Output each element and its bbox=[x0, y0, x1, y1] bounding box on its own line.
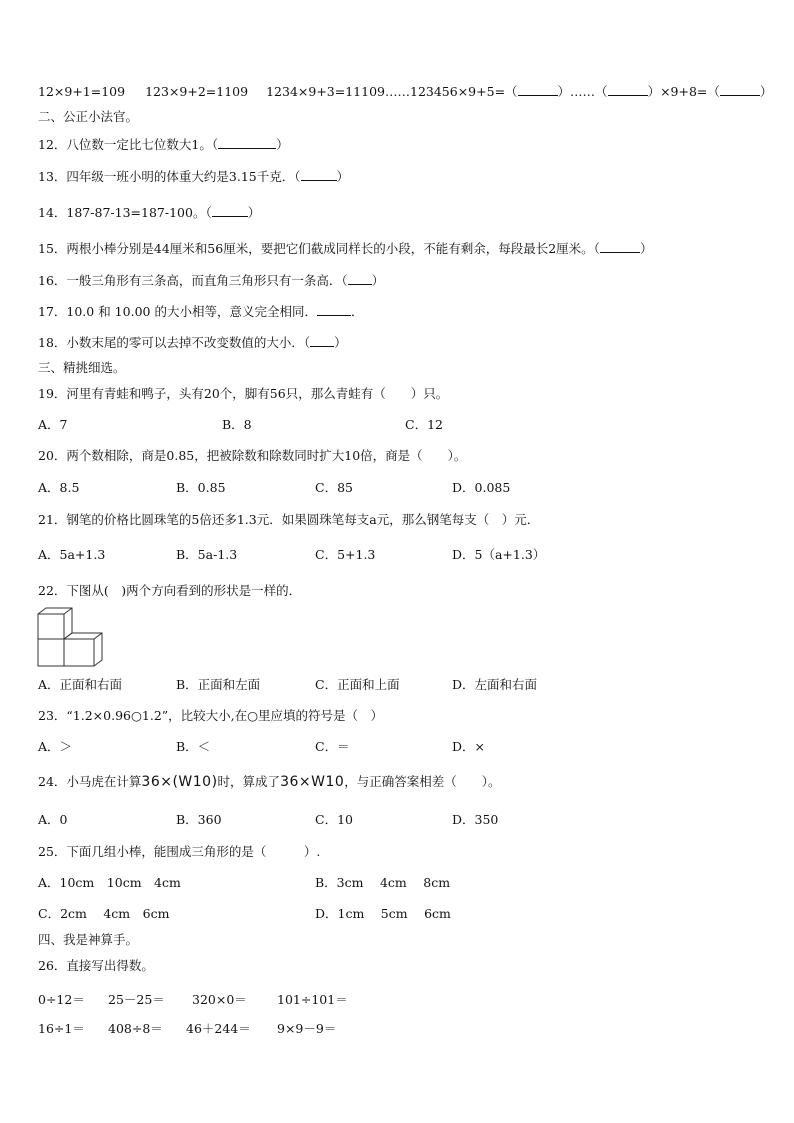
q25-option-c[interactable]: C．2cm 4cm 6cm bbox=[38, 906, 170, 921]
q24-suffix: ，与正确答案相差（ ）。 bbox=[344, 774, 501, 789]
q19-option-b[interactable]: B．8 bbox=[222, 417, 252, 432]
q17-end: ． bbox=[350, 304, 364, 319]
q12-text: 12．八位数一定比七位数大1。（ bbox=[38, 137, 219, 152]
q13-line bbox=[38, 168, 349, 185]
q24-question bbox=[38, 774, 501, 790]
cube-stack-figure bbox=[36, 606, 110, 668]
q22-question: 22．下图从( )两个方向看到的形状是一样的． bbox=[38, 583, 302, 598]
cube-bottom-right bbox=[64, 639, 94, 666]
q23-option-b[interactable]: B．＜ bbox=[176, 739, 211, 754]
q11-part2: 123×9+2=1109 bbox=[145, 84, 249, 99]
q13-blank[interactable] bbox=[301, 168, 337, 181]
q16-line bbox=[38, 272, 384, 289]
q22-option-c[interactable]: C．正面和上面 bbox=[315, 677, 400, 692]
q11-blank-2[interactable] bbox=[608, 83, 648, 96]
q20-question: 20．两个数相除，商是0.85，把被除数和除数同时扩大10倍，商是（ ）。 bbox=[38, 448, 467, 463]
q22-option-b[interactable]: B．正面和左面 bbox=[176, 677, 261, 692]
q22-option-d[interactable]: D．左面和右面 bbox=[452, 677, 538, 692]
q21-option-c[interactable]: C．5+1.3 bbox=[315, 547, 376, 562]
cube-bottom-right-side bbox=[64, 633, 102, 666]
q26-item[interactable]: 408÷8＝ bbox=[108, 1021, 163, 1036]
q20-option-c[interactable]: C．85 bbox=[315, 480, 353, 495]
q17-line bbox=[38, 303, 363, 320]
q14-close: ） bbox=[247, 205, 261, 220]
q21-option-b[interactable]: B．5a-1.3 bbox=[176, 547, 238, 562]
q26-item[interactable]: 9×9－9＝ bbox=[277, 1021, 337, 1036]
q21-question: 21．钢笔的价格比圆珠笔的5倍还多1.3元．如果圆珠笔每支a元，那么钢笔每支（ ）元． bbox=[38, 512, 540, 527]
cube-bottom-left bbox=[38, 639, 64, 666]
q25-option-d[interactable]: D．1cm 5cm 6cm bbox=[315, 906, 451, 921]
q12-blank[interactable] bbox=[218, 136, 276, 149]
q24-expression-wrong: 36×W10 bbox=[280, 774, 345, 790]
q17-text: 17．10.0 和 10.00 的大小相等，意义完全相同． bbox=[38, 304, 317, 319]
q26-item[interactable]: 101÷101＝ bbox=[277, 992, 348, 1007]
q15-blank[interactable] bbox=[600, 240, 640, 253]
section2-heading: 二、公正小法官。 bbox=[38, 109, 139, 124]
q22-option-a[interactable]: A．正面和右面 bbox=[38, 677, 123, 692]
q11-part6: ） bbox=[759, 84, 773, 99]
q13-text: 13．四年级一班小明的体重大约是3.15千克．（ bbox=[38, 169, 301, 184]
q11-line bbox=[38, 83, 772, 100]
cube-top-front bbox=[38, 614, 64, 639]
section4-heading: 四、我是神算手。 bbox=[38, 932, 139, 947]
q15-line bbox=[38, 240, 652, 257]
q24-option-d[interactable]: D．350 bbox=[452, 812, 499, 827]
q19-option-c[interactable]: C．12 bbox=[405, 417, 443, 432]
q11-part1: 12×9+1=109 bbox=[38, 84, 126, 99]
q24-mid: 时，算成了 bbox=[217, 774, 281, 789]
q11-part4: ）……（ bbox=[557, 84, 608, 99]
q26-question: 26．直接写出得数。 bbox=[38, 958, 154, 973]
q16-text: 16．一般三角形有三条高，而直角三角形只有一条高．（ bbox=[38, 273, 348, 288]
q24-expression-correct: 36×(W10) bbox=[141, 774, 218, 790]
q11-part5: ）×9+8=（ bbox=[647, 84, 720, 99]
q20-option-d[interactable]: D．0.085 bbox=[452, 480, 511, 495]
q15-close: ） bbox=[639, 241, 653, 256]
q23-option-c[interactable]: C．＝ bbox=[315, 739, 350, 754]
q16-blank[interactable] bbox=[348, 272, 372, 285]
q18-line bbox=[38, 334, 347, 351]
q17-blank[interactable] bbox=[317, 303, 351, 316]
q12-line bbox=[38, 136, 289, 153]
q24-prefix: 24．小马虎在计算 bbox=[38, 774, 142, 789]
q18-close: ） bbox=[334, 335, 347, 350]
q19-option-a[interactable]: A．7 bbox=[38, 417, 68, 432]
q21-option-d[interactable]: D．5（a+1.3） bbox=[452, 547, 546, 562]
q25-question: 25．下面几组小棒，能围成三角形的是（ ）. bbox=[38, 844, 321, 859]
q26-item[interactable]: 16÷1＝ bbox=[38, 1021, 85, 1036]
q14-line bbox=[38, 204, 260, 221]
q23-question: 23．“1.2×0.96○1.2”，比较大小,在○里应填的符号是（ ） bbox=[38, 708, 384, 723]
section3-heading: 三、精挑细选。 bbox=[38, 360, 126, 375]
q11-part3: 1234×9+3=11109……123456×9+5=（ bbox=[266, 84, 518, 99]
q24-option-a[interactable]: A．0 bbox=[38, 812, 68, 827]
q18-blank[interactable] bbox=[310, 334, 334, 347]
q20-option-b[interactable]: B．0.85 bbox=[176, 480, 226, 495]
q18-text: 18．小数末尾的零可以去掉不改变数值的大小．（ bbox=[38, 335, 311, 350]
q26-item[interactable]: 46＋244＝ bbox=[186, 1021, 251, 1036]
q25-option-b[interactable]: B．3cm 4cm 8cm bbox=[315, 875, 451, 890]
q12-close: ） bbox=[276, 137, 289, 152]
q11-blank-3[interactable] bbox=[720, 83, 760, 96]
q25-option-a[interactable]: A．10cm 10cm 4cm bbox=[38, 875, 181, 890]
q24-option-b[interactable]: B．360 bbox=[176, 812, 222, 827]
q16-close: ） bbox=[371, 273, 385, 288]
q20-option-a[interactable]: A．8.5 bbox=[38, 480, 80, 495]
q26-item[interactable]: 25－25＝ bbox=[108, 992, 165, 1007]
q23-option-d[interactable]: D．× bbox=[452, 739, 485, 754]
q13-close: ） bbox=[336, 169, 350, 184]
q21-option-a[interactable]: A．5a+1.3 bbox=[38, 547, 106, 562]
q14-blank[interactable] bbox=[212, 204, 248, 217]
q15-text: 15．两根小棒分别是44厘米和56厘米，要把它们截成同样长的小段，不能有剩余，每段最长2厘米。（ bbox=[38, 241, 600, 256]
q26-item[interactable]: 0÷12＝ bbox=[38, 992, 85, 1007]
q19-question: 19．河里有青蛙和鸭子，头有20个，脚有56只，那么青蛙有（ ）只。 bbox=[38, 386, 449, 401]
q23-option-a[interactable]: A．＞ bbox=[38, 739, 73, 754]
cube-top-side bbox=[38, 608, 72, 639]
q14-text: 14．187-87-13=187-100。（ bbox=[38, 205, 212, 220]
q24-option-c[interactable]: C．10 bbox=[315, 812, 353, 827]
q11-blank-1[interactable] bbox=[518, 83, 558, 96]
q26-item[interactable]: 320×0＝ bbox=[192, 992, 247, 1007]
